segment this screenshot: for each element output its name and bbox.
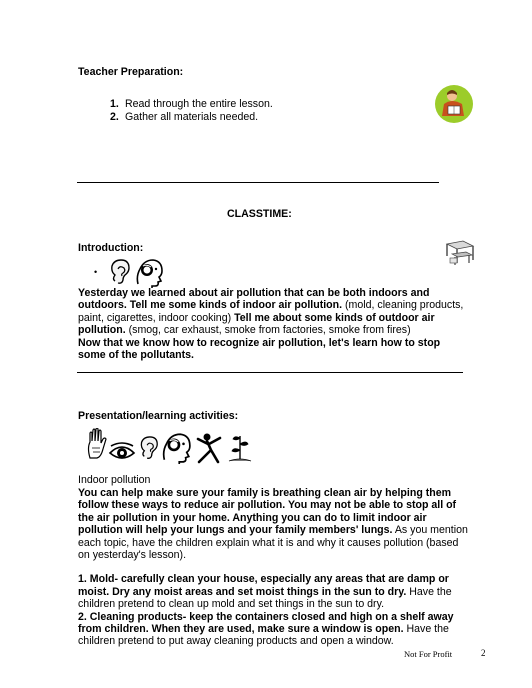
teacher-reading-icon [434,84,474,124]
presentation-intro [78,487,472,561]
intro-question-2: Tell me about some kinds of outdoor air pollution. [78,311,435,337]
ear-icon [106,259,132,285]
page-number: 2 [481,648,486,658]
intro-question: Yesterday we learned about air pollution that can be both indoors and outdoors. Tell me some kinds of indoor air pollution. [78,287,430,312]
prep-step [110,98,273,111]
thinking-head-icon [132,256,164,288]
tip-cleaning-instruction: Have the children pretend to put away cleaning products and open a window. [78,623,449,648]
prep-step-number: 1. [110,98,119,110]
teacher-prep-heading: Teacher Preparation: [78,66,184,78]
section-divider [77,182,439,183]
bullet-icon: • [94,267,98,277]
introduction-body [78,287,468,361]
school-desk-icon [444,238,476,268]
prep-step-text: Gather all materials needed. [125,111,259,123]
tip-mold [78,573,472,610]
prep-step [110,111,273,124]
introduction-heading: Introduction: [78,242,144,254]
prep-step-text: Read through the entire lesson. [125,98,273,110]
indoor-pollution-subheading: Indoor pollution [78,474,151,486]
intro-answer-2: (smog, car exhaust, smoke from factories, smoke from fires) [125,324,411,337]
hand-icon [86,428,108,462]
presentation-intro-instruction: As you mention each topic, have the children explain what it is and why it causes pollution (based on yesterday's lesson). [78,524,468,562]
presentation-body [78,487,472,648]
tip-cleaning-bold: 2. Cleaning products- keep the containers closed and high on a shelf away from children. When they are used, make sure a window is open. [78,610,454,636]
tip-cleaning-products [78,611,472,648]
footer-note: Not For Profit [404,649,453,659]
classtime-heading: CLASSTIME: [227,208,292,220]
sprout-icon [226,430,254,464]
stretching-person-icon [194,432,224,464]
thinking-head-icon [158,430,192,464]
presentation-heading: Presentation/learning activities: [78,410,239,422]
presentation-intro-bold: You can help make sure your family is breathing clean air by helping them follow these ways to reduce air pollution. You may not be able to stop all of the air pollution in your home. Anything you can do to limit indoor air pollution will help your lungs and your family members' lungs. [78,487,457,537]
prep-step-number: 2. [110,111,119,123]
tip-mold-bold: 1. Mold- carefully clean your house, especially any areas that are damp or moist. Dry any moist areas and set moist things in the sun to dry. [78,573,449,598]
ear-icon [136,432,160,464]
intro-answer: (mold, cleaning products, paint, cigarettes, indoor cooking) [78,299,464,324]
teacher-prep-steps [110,98,273,124]
section-divider [77,372,463,373]
introduction-paragraph [78,287,468,337]
tip-mold-instruction: Have the children pretend to clean up mold and set things in the sun to dry. [78,585,452,611]
introduction-transition: Now that we know how to recognize air pollution, let's learn how to stop some of the pollutants. [78,336,441,362]
eye-icon [108,440,136,464]
